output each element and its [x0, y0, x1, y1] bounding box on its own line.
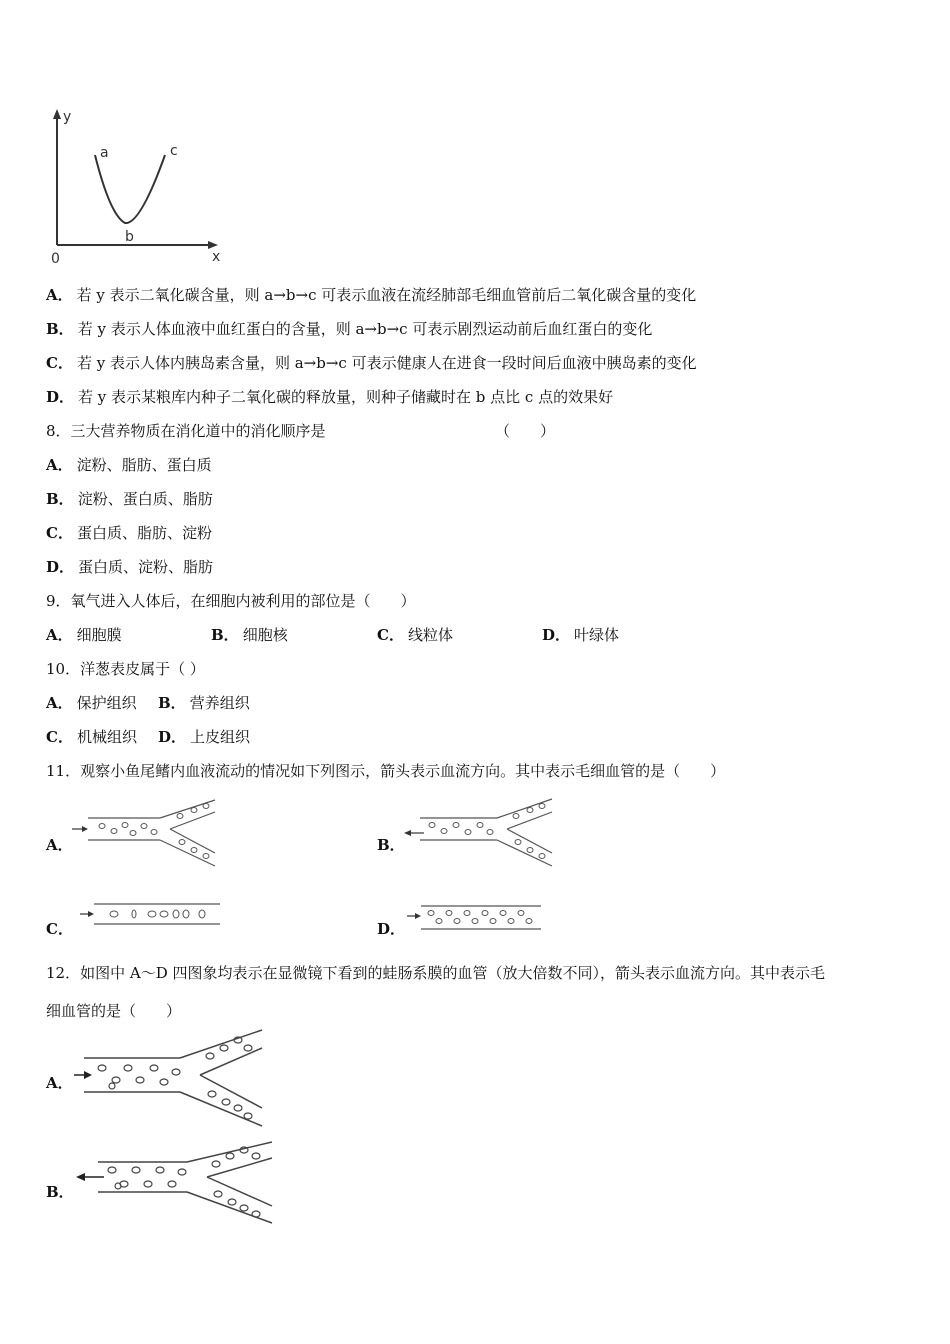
y-x-curve-graph [40, 105, 240, 270]
point-b-label: b [125, 229, 134, 245]
q9-option-c[interactable]: C． 线粒体 [377, 626, 453, 644]
q8-option-a[interactable]: A． 淀粉、脂肪、蛋白质 [46, 456, 212, 474]
q7-option-d[interactable]: D． 若 y 表示某粮库内种子二氧化碳的释放量，则种子储藏时在 b 点比 c 点的效果好 [46, 388, 614, 406]
q11-stem: 11．观察小鱼尾鳍内血液流动的情况如下列图示，箭头表示血流方向。其中表示毛细血管的是（ ） [46, 762, 726, 780]
q12-stem-line-1: 12．如图中 A～D 四图象均表示在显微镜下看到的蛙肠系膜的血管（放大倍数不同），箭头表示血流方向。其中表示毛 [46, 964, 825, 982]
q12-vessel-b-diagram [72, 1140, 277, 1225]
q10-option-a[interactable]: A． 保护组织 [46, 694, 137, 712]
origin-label: 0 [51, 251, 60, 267]
q7-option-b[interactable]: B． 若 y 表示人体血液中血红蛋白的含量，则 a→b→c 可表示剧烈运动前后血红蛋白的变化 [46, 320, 653, 338]
q11-vessel-d-diagram [405, 904, 545, 932]
q12-stem-line-2: 细血管的是（ ） [46, 1002, 182, 1020]
x-axis-label: x [212, 249, 221, 265]
q12-label-b[interactable]: B． [46, 1183, 74, 1201]
q12-label-a[interactable]: A． [46, 1074, 73, 1092]
q8-option-c[interactable]: C． 蛋白质、脂肪、淀粉 [46, 524, 212, 542]
q7-option-c[interactable]: C． 若 y 表示人体内胰岛素含量，则 a→b→c 可表示健康人在进食一段时间后血液中胰岛素的变化 [46, 354, 697, 372]
y-axis-label: y [63, 109, 72, 125]
q11-label-d[interactable]: D． [377, 920, 406, 938]
q8-option-b[interactable]: B． 淀粉、蛋白质、脂肪 [46, 490, 213, 508]
q8-stem: 8．三大营养物质在消化道中的消化顺序是 [46, 422, 326, 440]
q11-vessel-a-diagram [70, 798, 220, 868]
q9-option-b[interactable]: B． 细胞核 [211, 626, 288, 644]
q10-option-c[interactable]: C． 机械组织 [46, 728, 137, 746]
q9-stem: 9．氧气进入人体后，在细胞内被利用的部位是（ ） [46, 592, 416, 610]
point-a-label: a [100, 145, 109, 161]
q11-label-c[interactable]: C． [46, 920, 73, 938]
q10-option-b[interactable]: B． 营养组织 [158, 694, 250, 712]
q10-option-d[interactable]: D． 上皮组织 [158, 728, 251, 746]
q9-option-d[interactable]: D． 叶绿体 [542, 626, 620, 644]
q8-option-d[interactable]: D． 蛋白质、淀粉、脂肪 [46, 558, 214, 576]
q11-label-a[interactable]: A． [46, 836, 73, 854]
q12-vessel-a-diagram [72, 1028, 272, 1128]
q7-option-a[interactable]: A． 若 y 表示二氧化碳含量，则 a→b→c 可表示血液在流经肺部毛细血管前后二氧化碳含量的变化 [46, 286, 697, 304]
q11-vessel-b-diagram [402, 796, 557, 868]
q8-answer-paren: （ ） [495, 422, 556, 440]
q11-vessel-c-diagram [78, 902, 223, 928]
point-c-label: c [170, 143, 178, 159]
q10-stem: 10．洋葱表皮属于（ ） [46, 660, 205, 678]
q9-option-a[interactable]: A． 细胞膜 [46, 626, 122, 644]
q11-label-b[interactable]: B． [377, 836, 405, 854]
